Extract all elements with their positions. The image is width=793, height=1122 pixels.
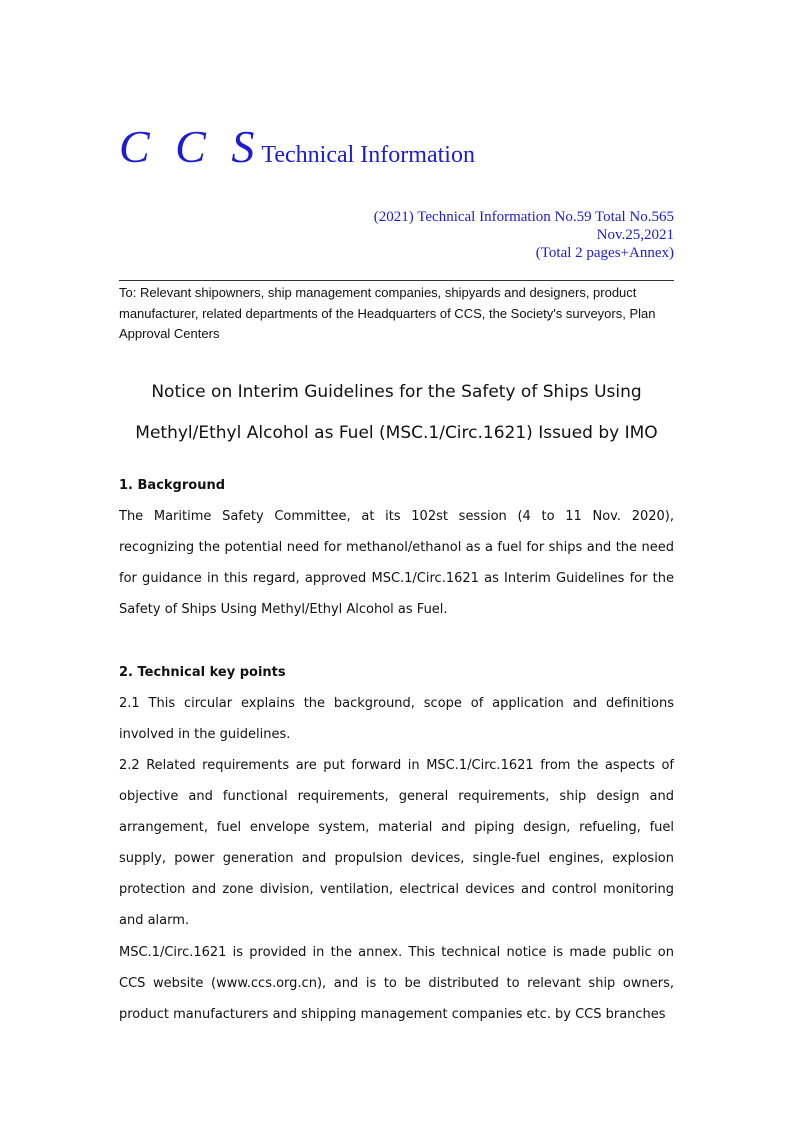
title-line-2: Methyl/Ethyl Alcohol as Fuel (MSC.1/Circ.1621) Issued by IMO [135, 423, 658, 443]
section-key-points [119, 657, 674, 936]
meta-page-count: (Total 2 pages+Annex) [535, 245, 674, 261]
section-background [119, 470, 674, 625]
meta-date: Nov.25,2021 [596, 227, 674, 243]
recipients: To: Relevant shipowners, ship management companies, shipyards and designers, product manufacturer, related departments of the Headquarters of CCS, the Society's surveyors, Plan Approval Centers [119, 285, 656, 341]
section-heading: 1. Background [119, 478, 226, 493]
header-divider [119, 280, 674, 281]
title-line-1: Notice on Interim Guidelines for the Safety of Ships Using [151, 382, 642, 402]
key-point-2-2: 2.2 Related requirements are put forward in MSC.1/Circ.1621 from the aspects of objective and functional requirements, general requirements, ship design and arrangement, fuel envelope system, material and piping design, refueling, fuel supply, power generation and propulsion devices, single-fuel engines, explosion protection and zone division, ventilation, electrical devices and control monitoring and alarm. [119, 758, 674, 928]
key-point-2-1: 2.1 This circular explains the background, scope of application and definitions involved in the guidelines. [119, 696, 674, 742]
document-meta [374, 208, 674, 262]
masthead-subtitle: Technical Information [261, 142, 475, 168]
section-heading: 2. Technical key points [119, 665, 286, 680]
ccs-logo: C C S [119, 121, 262, 172]
closing-paragraph [119, 937, 674, 1030]
section-paragraph: The Maritime Safety Committee, at its 102st session (4 to 11 Nov. 2020), recognizing the potential need for methanol/ethanol as a fuel for ships and the need for guidance in this regard, approved MSC.1/Circ.1621 as Interim Guidelines for the Safety of Ships Using Methyl/Ethyl Alcohol as Fuel. [119, 509, 674, 617]
meta-issue-number: (2021) Technical Information No.59 Total No.565 [373, 209, 674, 225]
document-title [119, 372, 674, 454]
masthead [119, 120, 475, 173]
closing-text: MSC.1/Circ.1621 is provided in the annex. This technical notice is made public on CCS website (www.ccs.org.cn), and is to be distributed to relevant ship owners, product manufacturers and shipping management companies etc. by CCS branches [119, 945, 674, 1022]
